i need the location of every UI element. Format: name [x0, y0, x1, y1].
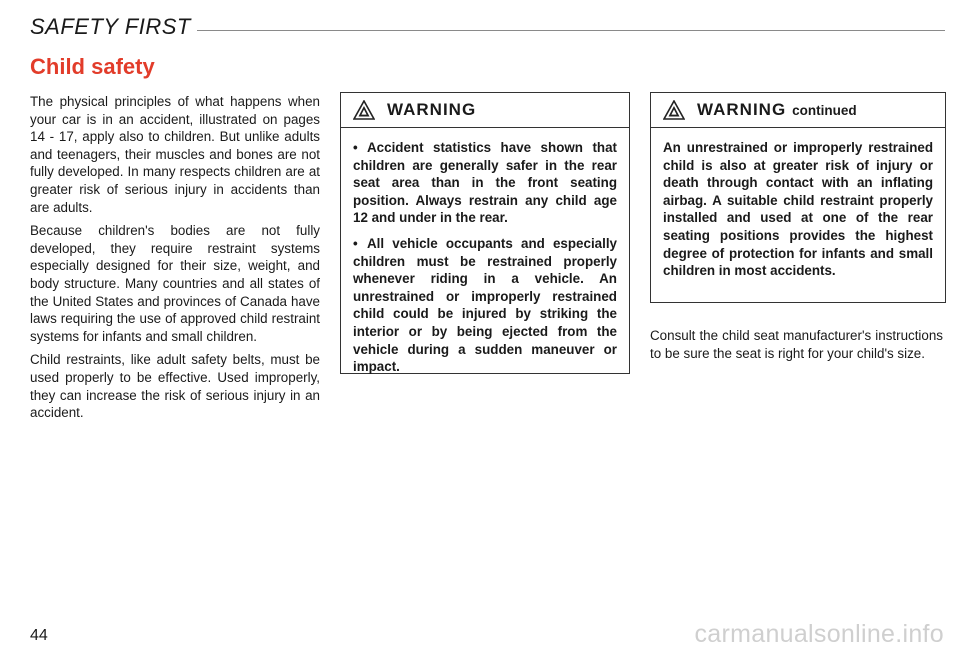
warning-triangle-icon [353, 100, 375, 120]
warning-continued-label: continued [792, 102, 857, 118]
section-header [30, 12, 945, 42]
section-title: SAFETY FIRST [30, 14, 191, 39]
page-number: 44 [30, 627, 48, 644]
intro-paragraph-2: Because children's bodies are not fully developed, they require restraint systems especially designed for their size, weight, and body structure. Many countries and all states of the United States and provinces of Canada have laws requiring the use of approved child restraint systems for infants and small children. [30, 223, 320, 344]
bullet: • [353, 140, 358, 155]
note-column [650, 327, 943, 362]
warning-body [651, 128, 945, 290]
site-watermark: carmanualsonline.info [694, 620, 944, 648]
warning-box [340, 92, 630, 374]
warning-text: An unrestrained or improperly restrained child is also at greater risk of injury or death through contact with an inflating airbag. A suitable child restraint properly installed and used at one of the rear seating positions provides the highest degree of protection for infants and small children in most accidents. [663, 140, 933, 279]
warning-item-text: Accident statistics have shown that children are generally safer in the rear seat area than in the front seating position. Always restrain any child age 12 and under in the rear. [353, 140, 617, 226]
warning-label: WARNING [387, 100, 477, 119]
intro-paragraph-3: Child restraints, like adult safety belts, must be used properly to be effective. Used improperly, they can increase the risk of serious injury in an accident. [30, 352, 320, 421]
note-paragraph: Consult the child seat manufacturer's instructions to be sure the seat is right for your child's size. [650, 328, 943, 361]
intro-paragraph-1: The physical principles of what happens when your car is in an accident, illustrated on pages 14 - 17, apply also to children. But unlike adults and teenagers, their muscles and bones are not fully developed. In many respects children are at greater risk of serious injury in accidents than are adults. [30, 94, 320, 215]
warning-header [341, 93, 629, 128]
intro-column [30, 93, 320, 428]
bullet: • [353, 235, 358, 251]
warning-body [341, 128, 629, 386]
warning-item [353, 235, 617, 376]
page-title: Child safety [30, 54, 155, 79]
warning-header [651, 93, 945, 128]
warning-label: WARNING [697, 100, 787, 119]
warning-continued-box [650, 92, 946, 303]
warning-triangle-icon [663, 100, 685, 120]
header-rule [197, 30, 945, 31]
warning-item-text: All vehicle occupants and especially children must be restrained properly whenever riding in a vehicle. An unrestrained or improperly restrained child could be injured by striking the interior or by being ejected from the vehicle during a sudden maneuver or impact. [353, 235, 617, 375]
warning-item [353, 139, 617, 227]
